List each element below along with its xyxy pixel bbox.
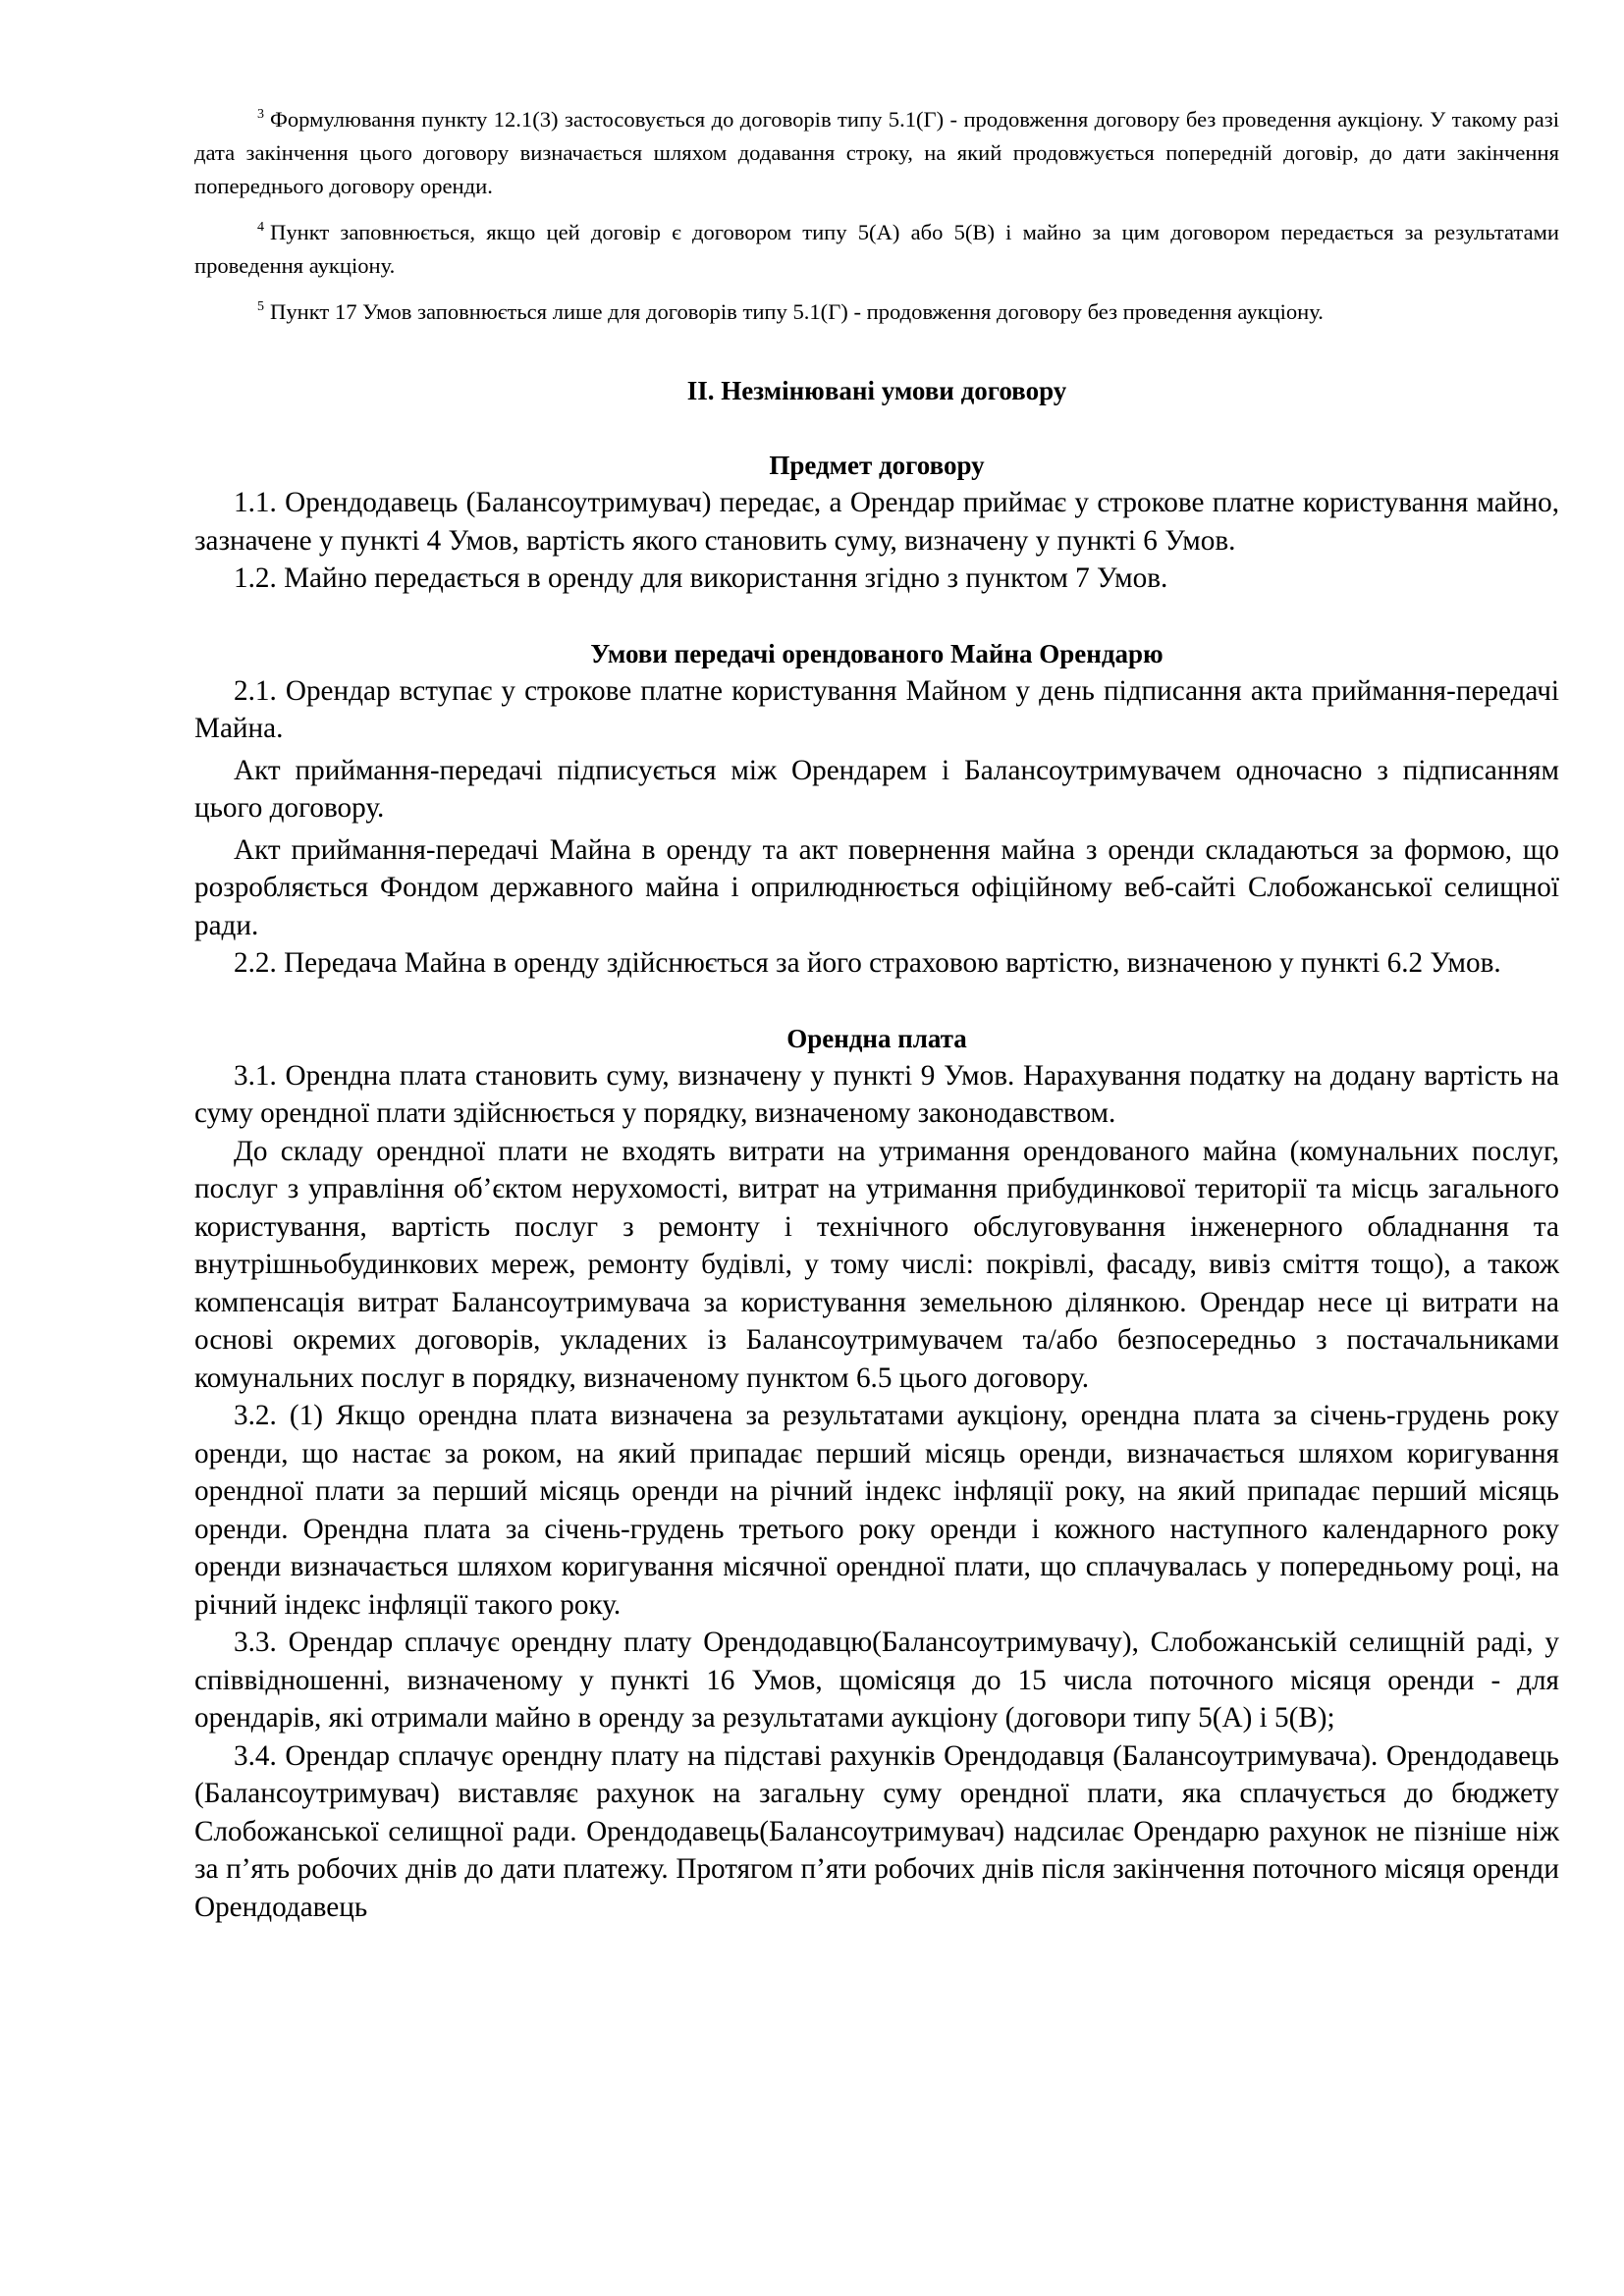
paragraph: Акт приймання-передачі Майна в оренду та акт повернення майна з оренди складаються за формою, що розробляється Фондом державного майна і оприлюднюється офіційному веб-сайті Слобожанської селищної ради. [194,833,1559,941]
footnote-text: Пункт 17 Умов заповнюється лише для договорів типу 5.1(Г) - продовження договору без проведення аукціону. [270,299,1324,324]
paragraph: 3.2. (1) Якщо орендна плата визначена за результатами аукціону, орендна плата за січень-грудень року оренди, що настає за роком, на який припадає перший місяць оренди, визначається шляхом коригування орендної плати за перший місяць оренди на річний індекс інфляції року, на який припадає перший місяць оренди. Орендна плата за січень-грудень третього року оренди і кожного наступного календарного року оренди визначається шляхом коригування місячної орендної плати, що сплачувалась у попередньому році, на річний індекс інфляції такого року. [194,1400,1559,1621]
footnote-number: 4 [257,220,264,235]
footnote-number: 5 [257,299,264,314]
section-heading: Орендна плата [786,1023,967,1053]
section-heading: Умови передачі орендованого Майна Орендарю [590,638,1164,668]
paragraph: 1.2. Майно передається в оренду для використання згідно з пунктом 7 Умов. [234,562,1168,594]
paragraph: 3.4. Орендар сплачує орендну плату на підставі рахунків Орендодавця (Балансоутримувача). Орендодавець (Балансоутримувач) виставляє рахунок на загальну суму орендної плати, яка сплачується до бюджету Слобожанської селищної ради. Орендодавець(Балансоутримувач) надсилає Орендарю рахунок не пізніше ніж за п’ять робочих днів до дати платежу. Протягом п’яти робочих днів після закінчення поточного місяця оренди Орендодавець [194,1739,1559,1923]
footnote-text: Пункт заповнюється, якщо цей договір є договором типу 5(А) або 5(В) і майно за цим договором передається за результатами проведення аукціону. [194,220,1559,278]
paragraph: До складу орендної плати не входять витрати на утримання орендованого майна (комунальних послуг, послуг з управління об’єктом нерухомості, витрат на утримання прибудинкової території та місць загального користування, вартість послуг з ремонту і технічного обслуговування інженерного обладнання та внутрішньобудинкових мереж, ремонту будівлі, у тому числі: покрівлі, фасаду, вивіз сміття тощо), а також компенсація витрат Балансоутримувача за користування земельною ділянкою. Орендар несе ці витрати на основі окремих договорів, укладених із Балансоутримувачем та/або безпосередньо з постачальниками комунальних послуг в порядку, визначеному пунктом 6.5 цього договору. [194,1135,1559,1394]
paragraph: 2.1. Орендар вступає у строкове платне користування Майном у день підписання акта приймання-передачі Майна. [194,674,1559,744]
paragraph: 2.2. Передача Майна в оренду здійснюється за його страховою вартістю, визначеною у пункті 6.2 Умов. [234,947,1501,979]
footnote [194,216,1559,283]
paragraph: 3.1. Орендна плата становить суму, визначену у пункті 9 Умов. Нарахування податку на додану вартість на суму орендної плати здійснюється у порядку, визначеному законодавством. [194,1059,1559,1129]
paragraph: 3.3. Орендар сплачує орендну плату Орендодавцю(Балансоутримувачу), Слобожанській селищній раді, у співвідношенні, визначеному у пункті 16 Умов, щомісяця до 15 числа поточного місяця оренди - для орендарів, які отримали майно в оренду за результатами аукціону (договори типу 5(А) і 5(В); [194,1627,1559,1734]
paragraph: Акт приймання-передачі підписується між Орендарем і Балансоутримувачем одночасно з підписанням цього договору. [194,754,1559,824]
section-heading: Предмет договору [769,451,985,480]
document-page [194,103,1559,1926]
section-title: II. Незмінювані умови договору [686,376,1067,405]
footnote [194,295,1559,329]
section-transfer-conditions [194,635,1559,983]
footnote-text: Формулювання пункту 12.1(3) застосовується до договорів типу 5.1(Г) - продовження договору без проведення аукціону. У такому разі дата закінчення цього договору визначається шляхом додавання строку, на який продовжується попередній договір, до дати закінчення попереднього договору оренди. [194,107,1559,198]
footnotes [194,103,1559,329]
footnote-number: 3 [257,107,264,122]
section-subject [194,447,1559,598]
paragraph: 1.1. Орендодавець (Балансоутримувач) передає, а Орендар приймає у строкове платне користування майно, зазначене у пункті 4 Умов, вартість якого становить суму, визначену у пункті 6 Умов. [194,487,1559,557]
footnote [194,103,1559,203]
section-rent [194,1020,1559,1927]
